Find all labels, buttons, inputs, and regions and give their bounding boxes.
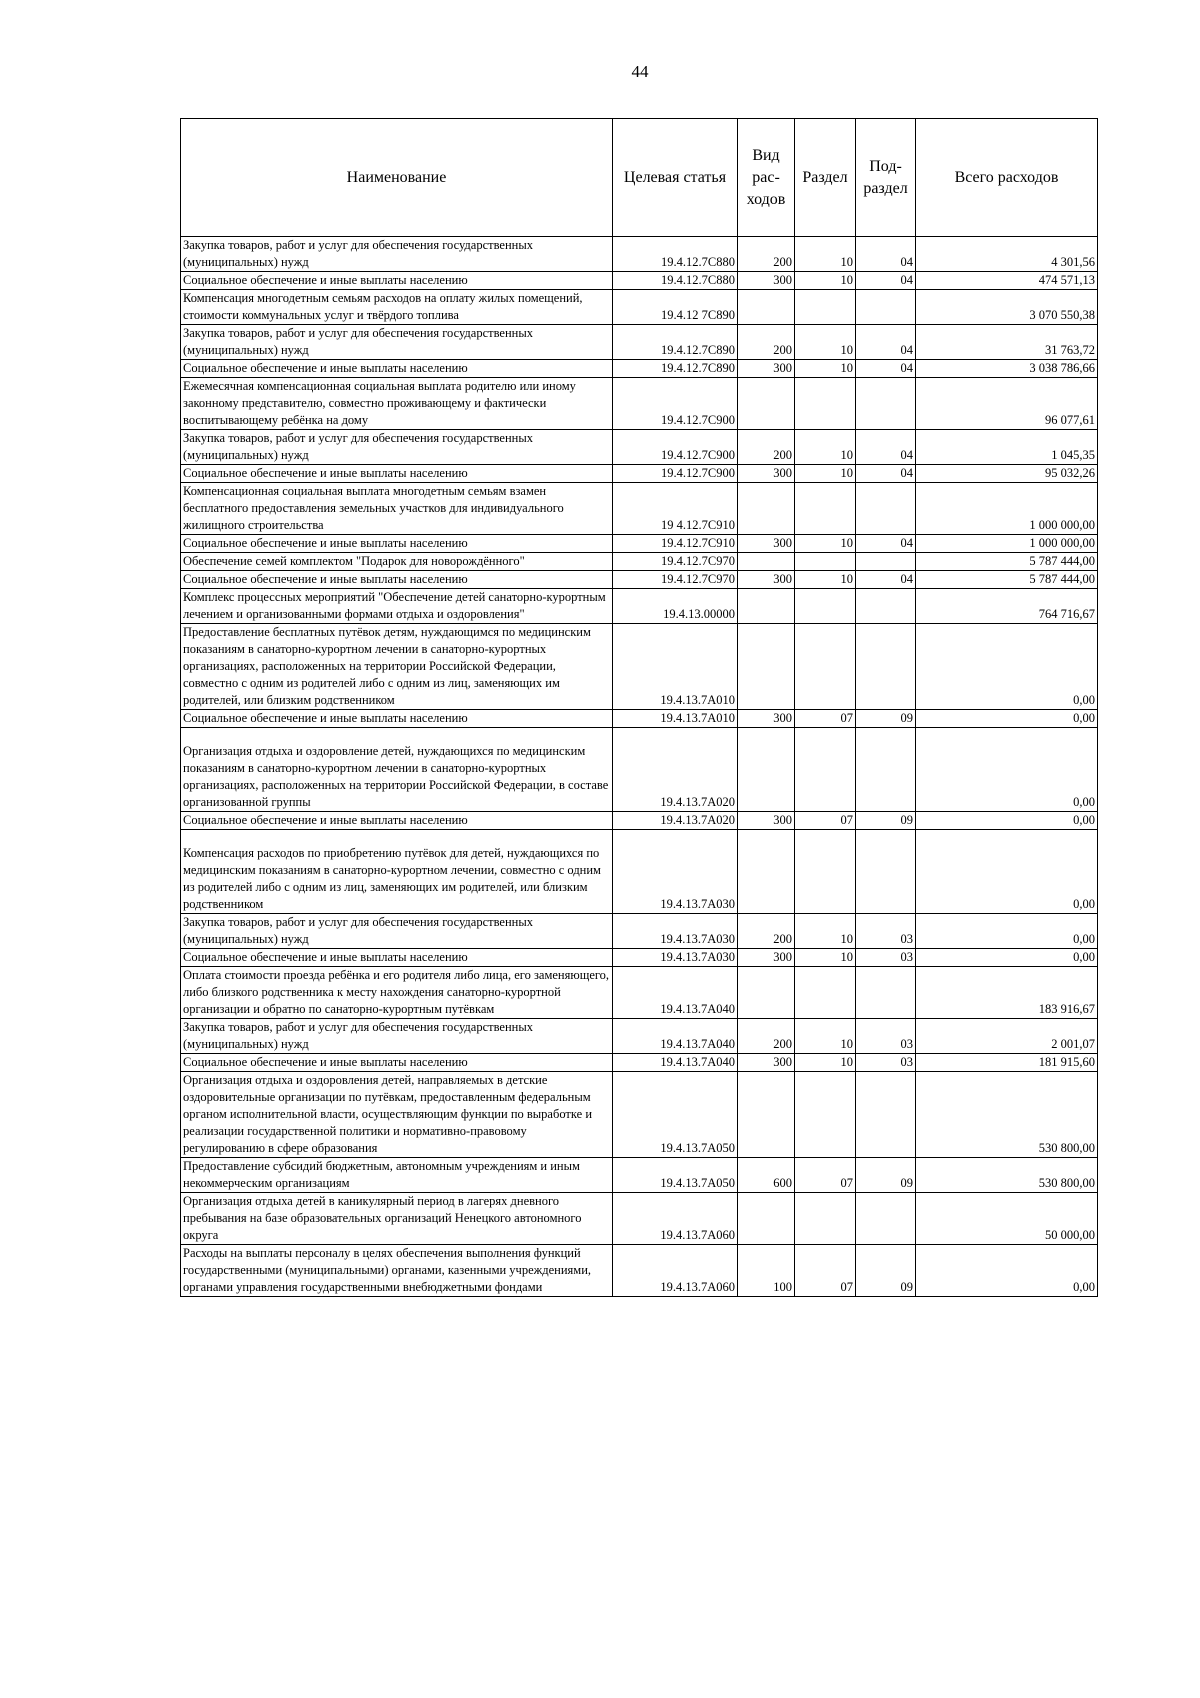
row-target-article-cell: 19.4.13.7А060 bbox=[613, 1245, 738, 1297]
row-target-article-cell: 19.4.13.7А030 bbox=[613, 949, 738, 967]
row-target-article-cell: 19.4.12.7С970 bbox=[613, 553, 738, 571]
row-expense-type-cell: 300 bbox=[738, 1054, 795, 1072]
table-row bbox=[181, 553, 1098, 571]
row-section-cell bbox=[795, 728, 856, 812]
row-target-article-cell: 19.4.12.7С900 bbox=[613, 430, 738, 465]
row-section-cell: 10 bbox=[795, 272, 856, 290]
row-section-cell bbox=[795, 1072, 856, 1158]
header-name: Наименование bbox=[181, 119, 613, 237]
row-name-cell: Социальное обеспечение и иные выплаты населению bbox=[181, 535, 613, 553]
row-target-article-cell: 19.4.12.7С880 bbox=[613, 272, 738, 290]
row-target-article-cell: 19.4.13.7А060 bbox=[613, 1193, 738, 1245]
header-section: Раздел bbox=[795, 119, 856, 237]
table-row bbox=[181, 378, 1098, 430]
table-row bbox=[181, 624, 1098, 710]
table-row bbox=[181, 1245, 1098, 1297]
row-section-cell: 10 bbox=[795, 465, 856, 483]
row-target-article-cell: 19.4.12.7С970 bbox=[613, 571, 738, 589]
row-target-article-cell: 19.4.13.7А040 bbox=[613, 1019, 738, 1054]
row-total-cell: 0,00 bbox=[916, 949, 1098, 967]
row-subsection-cell bbox=[856, 830, 916, 914]
row-target-article-cell: 19.4.13.7А020 bbox=[613, 728, 738, 812]
row-total-cell: 3 038 786,66 bbox=[916, 360, 1098, 378]
table-row bbox=[181, 290, 1098, 325]
row-expense-type-cell: 300 bbox=[738, 812, 795, 830]
row-target-article-cell: 19.4.12.7С890 bbox=[613, 325, 738, 360]
row-target-article-cell: 19.4.13.7А010 bbox=[613, 624, 738, 710]
row-total-cell: 96 077,61 bbox=[916, 378, 1098, 430]
row-section-cell bbox=[795, 290, 856, 325]
row-name-cell: Социальное обеспечение и иные выплаты населению bbox=[181, 360, 613, 378]
row-total-cell: 0,00 bbox=[916, 914, 1098, 949]
row-name-cell: Социальное обеспечение и иные выплаты населению bbox=[181, 571, 613, 589]
row-name-cell: Социальное обеспечение и иные выплаты населению bbox=[181, 1054, 613, 1072]
row-section-cell: 10 bbox=[795, 430, 856, 465]
row-expense-type-cell bbox=[738, 553, 795, 571]
row-expense-type-cell bbox=[738, 967, 795, 1019]
row-total-cell: 0,00 bbox=[916, 624, 1098, 710]
table-row bbox=[181, 465, 1098, 483]
row-section-cell bbox=[795, 624, 856, 710]
table-row bbox=[181, 237, 1098, 272]
row-total-cell: 5 787 444,00 bbox=[916, 553, 1098, 571]
row-target-article-cell: 19.4.12.7С900 bbox=[613, 465, 738, 483]
row-expense-type-cell: 200 bbox=[738, 914, 795, 949]
row-subsection-cell bbox=[856, 728, 916, 812]
row-name-cell: Ежемесячная компенсационная социальная выплата родителю или иному законному представителю, совместно проживающему и фактически воспитывающему ребёнка на дому bbox=[181, 378, 613, 430]
row-subsection-cell: 03 bbox=[856, 1019, 916, 1054]
table-row bbox=[181, 1193, 1098, 1245]
row-total-cell: 181 915,60 bbox=[916, 1054, 1098, 1072]
table-row bbox=[181, 812, 1098, 830]
row-total-cell: 0,00 bbox=[916, 728, 1098, 812]
row-subsection-cell: 03 bbox=[856, 914, 916, 949]
row-subsection-cell: 09 bbox=[856, 1158, 916, 1193]
table-header-row bbox=[181, 119, 1098, 237]
row-subsection-cell bbox=[856, 624, 916, 710]
table-row bbox=[181, 360, 1098, 378]
row-expense-type-cell: 300 bbox=[738, 272, 795, 290]
row-subsection-cell bbox=[856, 967, 916, 1019]
row-target-article-cell: 19.4.13.7А040 bbox=[613, 967, 738, 1019]
row-section-cell bbox=[795, 1193, 856, 1245]
row-section-cell: 10 bbox=[795, 571, 856, 589]
row-name-cell: Организация отдыха и оздоровление детей, нуждающихся по медицинским показаниям в санаторно-курортном лечении в санаторно-курортных организациях, расположенных на территории Российской Федерации, в составе организованной группы bbox=[181, 728, 613, 812]
row-total-cell: 3 070 550,38 bbox=[916, 290, 1098, 325]
row-subsection-cell: 04 bbox=[856, 237, 916, 272]
header-target-article: Целевая статья bbox=[613, 119, 738, 237]
row-total-cell: 31 763,72 bbox=[916, 325, 1098, 360]
row-expense-type-cell: 300 bbox=[738, 949, 795, 967]
row-name-cell: Компенсационная социальная выплата многодетным семьям взамен бесплатного предоставления земельных участков для индивидуального жилищного строительства bbox=[181, 483, 613, 535]
row-section-cell: 10 bbox=[795, 914, 856, 949]
row-total-cell: 50 000,00 bbox=[916, 1193, 1098, 1245]
row-name-cell: Социальное обеспечение и иные выплаты населению bbox=[181, 812, 613, 830]
header-expense-type: Вид рас- ходов bbox=[738, 119, 795, 237]
row-name-cell: Расходы на выплаты персоналу в целях обеспечения выполнения функций государственными (муниципальными) органами, казенными учреждениями, органами управления государственными внебюджетными фондами bbox=[181, 1245, 613, 1297]
row-name-cell: Компенсация расходов по приобретению путёвок для детей, нуждающихся по медицинским показаниям в санаторно-курортном лечении, совместно с одним из родителей либо с одним из лиц, заменяющих им родителей, или близким родственником bbox=[181, 830, 613, 914]
budget-table bbox=[180, 118, 1098, 1297]
table-row bbox=[181, 1158, 1098, 1193]
row-total-cell: 4 301,56 bbox=[916, 237, 1098, 272]
row-subsection-cell bbox=[856, 1193, 916, 1245]
row-target-article-cell: 19.4.13.7А030 bbox=[613, 830, 738, 914]
table-row bbox=[181, 571, 1098, 589]
row-subsection-cell: 09 bbox=[856, 812, 916, 830]
row-target-article-cell: 19.4.13.7А050 bbox=[613, 1072, 738, 1158]
row-name-cell: Социальное обеспечение и иные выплаты населению bbox=[181, 272, 613, 290]
row-section-cell: 10 bbox=[795, 237, 856, 272]
row-target-article-cell: 19.4.13.7А030 bbox=[613, 914, 738, 949]
row-name-cell: Комплекс процессных мероприятий "Обеспечение детей санаторно-курортным лечением и организованными формами отдыха и оздоровления" bbox=[181, 589, 613, 624]
table-row bbox=[181, 1019, 1098, 1054]
row-target-article-cell: 19.4.13.7А010 bbox=[613, 710, 738, 728]
row-name-cell: Социальное обеспечение и иные выплаты населению bbox=[181, 710, 613, 728]
table-row bbox=[181, 535, 1098, 553]
row-expense-type-cell bbox=[738, 1072, 795, 1158]
row-expense-type-cell: 200 bbox=[738, 325, 795, 360]
row-section-cell bbox=[795, 967, 856, 1019]
row-name-cell: Социальное обеспечение и иные выплаты населению bbox=[181, 949, 613, 967]
header-subsection: Под- раздел bbox=[856, 119, 916, 237]
row-total-cell: 530 800,00 bbox=[916, 1072, 1098, 1158]
row-name-cell: Организация отдыха и оздоровления детей, направляемых в детские оздоровительные организации по путёвкам, предоставленным федеральным органом исполнительной власти, осуществляющим функции по выработке и реализации государственной политики и нормативно-правовому регулированию в сфере образования bbox=[181, 1072, 613, 1158]
row-expense-type-cell: 300 bbox=[738, 710, 795, 728]
row-expense-type-cell bbox=[738, 830, 795, 914]
row-name-cell: Закупка товаров, работ и услуг для обеспечения государственных (муниципальных) нужд bbox=[181, 1019, 613, 1054]
row-section-cell bbox=[795, 830, 856, 914]
row-name-cell: Закупка товаров, работ и услуг для обеспечения государственных (муниципальных) нужд bbox=[181, 325, 613, 360]
row-total-cell: 1 000 000,00 bbox=[916, 483, 1098, 535]
row-subsection-cell: 04 bbox=[856, 465, 916, 483]
row-name-cell: Закупка товаров, работ и услуг для обеспечения государственных (муниципальных) нужд bbox=[181, 430, 613, 465]
row-name-cell: Социальное обеспечение и иные выплаты населению bbox=[181, 465, 613, 483]
row-target-article-cell: 19.4.13.7А020 bbox=[613, 812, 738, 830]
row-target-article-cell: 19.4.13.7А050 bbox=[613, 1158, 738, 1193]
row-section-cell: 07 bbox=[795, 1245, 856, 1297]
row-name-cell: Обеспечение семей комплектом "Подарок для новорождённого" bbox=[181, 553, 613, 571]
row-expense-type-cell: 600 bbox=[738, 1158, 795, 1193]
row-total-cell: 5 787 444,00 bbox=[916, 571, 1098, 589]
row-subsection-cell: 04 bbox=[856, 535, 916, 553]
row-name-cell: Предоставление бесплатных путёвок детям, нуждающимся по медицинским показаниям в санаторно-курортном лечении в санаторно-курортных организациях, расположенных на территории Российской Федерации, совместно с одним из родителей либо с одним из лиц, заменяющих им родителей, или близким родственником bbox=[181, 624, 613, 710]
table-row bbox=[181, 589, 1098, 624]
row-total-cell: 95 032,26 bbox=[916, 465, 1098, 483]
row-target-article-cell: 19.4.12.7С890 bbox=[613, 360, 738, 378]
row-subsection-cell: 04 bbox=[856, 571, 916, 589]
row-expense-type-cell: 200 bbox=[738, 1019, 795, 1054]
row-target-article-cell: 19.4.12 7С890 bbox=[613, 290, 738, 325]
row-section-cell bbox=[795, 378, 856, 430]
row-section-cell: 10 bbox=[795, 360, 856, 378]
row-subsection-cell: 04 bbox=[856, 272, 916, 290]
row-target-article-cell: 19.4.12.7С900 bbox=[613, 378, 738, 430]
row-section-cell: 07 bbox=[795, 710, 856, 728]
table-row bbox=[181, 728, 1098, 812]
row-expense-type-cell: 200 bbox=[738, 237, 795, 272]
table-row bbox=[181, 272, 1098, 290]
row-expense-type-cell: 100 bbox=[738, 1245, 795, 1297]
header-total: Всего расходов bbox=[916, 119, 1098, 237]
row-total-cell: 1 045,35 bbox=[916, 430, 1098, 465]
row-expense-type-cell bbox=[738, 290, 795, 325]
table-row bbox=[181, 710, 1098, 728]
row-section-cell: 10 bbox=[795, 1054, 856, 1072]
row-target-article-cell: 19 4.12.7С910 bbox=[613, 483, 738, 535]
row-subsection-cell bbox=[856, 483, 916, 535]
row-expense-type-cell bbox=[738, 728, 795, 812]
page-number: 44 bbox=[631, 62, 649, 81]
row-total-cell: 0,00 bbox=[916, 1245, 1098, 1297]
table-row bbox=[181, 914, 1098, 949]
table-row bbox=[181, 949, 1098, 967]
row-name-cell: Компенсация многодетным семьям расходов на оплату жилых помещений, стоимости коммунальных услуг и твёрдого топлива bbox=[181, 290, 613, 325]
row-section-cell bbox=[795, 553, 856, 571]
row-target-article-cell: 19.4.12.7С880 bbox=[613, 237, 738, 272]
row-section-cell: 07 bbox=[795, 812, 856, 830]
row-subsection-cell: 04 bbox=[856, 430, 916, 465]
row-subsection-cell: 09 bbox=[856, 710, 916, 728]
row-total-cell: 2 001,07 bbox=[916, 1019, 1098, 1054]
table-row bbox=[181, 483, 1098, 535]
table-row bbox=[181, 325, 1098, 360]
row-expense-type-cell: 200 bbox=[738, 430, 795, 465]
row-section-cell bbox=[795, 483, 856, 535]
row-subsection-cell: 04 bbox=[856, 360, 916, 378]
row-subsection-cell: 03 bbox=[856, 949, 916, 967]
row-total-cell: 0,00 bbox=[916, 830, 1098, 914]
row-expense-type-cell: 300 bbox=[738, 360, 795, 378]
row-subsection-cell: 04 bbox=[856, 325, 916, 360]
row-total-cell: 474 571,13 bbox=[916, 272, 1098, 290]
row-expense-type-cell bbox=[738, 1193, 795, 1245]
table-row bbox=[181, 830, 1098, 914]
row-total-cell: 0,00 bbox=[916, 710, 1098, 728]
row-expense-type-cell: 300 bbox=[738, 465, 795, 483]
row-name-cell: Организация отдыха детей в каникулярный период в лагерях дневного пребывания на базе образовательных организаций Ненецкого автономного округа bbox=[181, 1193, 613, 1245]
row-target-article-cell: 19.4.13.00000 bbox=[613, 589, 738, 624]
table-row bbox=[181, 430, 1098, 465]
row-expense-type-cell bbox=[738, 378, 795, 430]
row-target-article-cell: 19.4.13.7А040 bbox=[613, 1054, 738, 1072]
row-section-cell: 10 bbox=[795, 949, 856, 967]
row-section-cell: 10 bbox=[795, 1019, 856, 1054]
row-expense-type-cell: 300 bbox=[738, 535, 795, 553]
row-name-cell: Закупка товаров, работ и услуг для обеспечения государственных (муниципальных) нужд bbox=[181, 914, 613, 949]
row-section-cell: 10 bbox=[795, 535, 856, 553]
row-total-cell: 183 916,67 bbox=[916, 967, 1098, 1019]
row-subsection-cell: 09 bbox=[856, 1245, 916, 1297]
row-subsection-cell bbox=[856, 1072, 916, 1158]
row-expense-type-cell bbox=[738, 589, 795, 624]
row-expense-type-cell bbox=[738, 483, 795, 535]
table-row bbox=[181, 1072, 1098, 1158]
table-row bbox=[181, 1054, 1098, 1072]
row-subsection-cell bbox=[856, 290, 916, 325]
row-section-cell: 10 bbox=[795, 325, 856, 360]
row-expense-type-cell bbox=[738, 624, 795, 710]
row-subsection-cell bbox=[856, 589, 916, 624]
row-expense-type-cell: 300 bbox=[738, 571, 795, 589]
row-total-cell: 0,00 bbox=[916, 812, 1098, 830]
row-section-cell bbox=[795, 589, 856, 624]
row-name-cell: Закупка товаров, работ и услуг для обеспечения государственных (муниципальных) нужд bbox=[181, 237, 613, 272]
row-total-cell: 764 716,67 bbox=[916, 589, 1098, 624]
row-section-cell: 07 bbox=[795, 1158, 856, 1193]
row-name-cell: Оплата стоимости проезда ребёнка и его родителя либо лица, его заменяющего, либо близкого родственника к месту нахождения санаторно-курортной организации и обратно по санаторно-курортным путёвкам bbox=[181, 967, 613, 1019]
row-target-article-cell: 19.4.12.7С910 bbox=[613, 535, 738, 553]
row-subsection-cell bbox=[856, 553, 916, 571]
row-name-cell: Предоставление субсидий бюджетным, автономным учреждениям и иным некоммерческим организациям bbox=[181, 1158, 613, 1193]
row-total-cell: 1 000 000,00 bbox=[916, 535, 1098, 553]
table-row bbox=[181, 967, 1098, 1019]
row-subsection-cell: 03 bbox=[856, 1054, 916, 1072]
row-total-cell: 530 800,00 bbox=[916, 1158, 1098, 1193]
row-subsection-cell bbox=[856, 378, 916, 430]
